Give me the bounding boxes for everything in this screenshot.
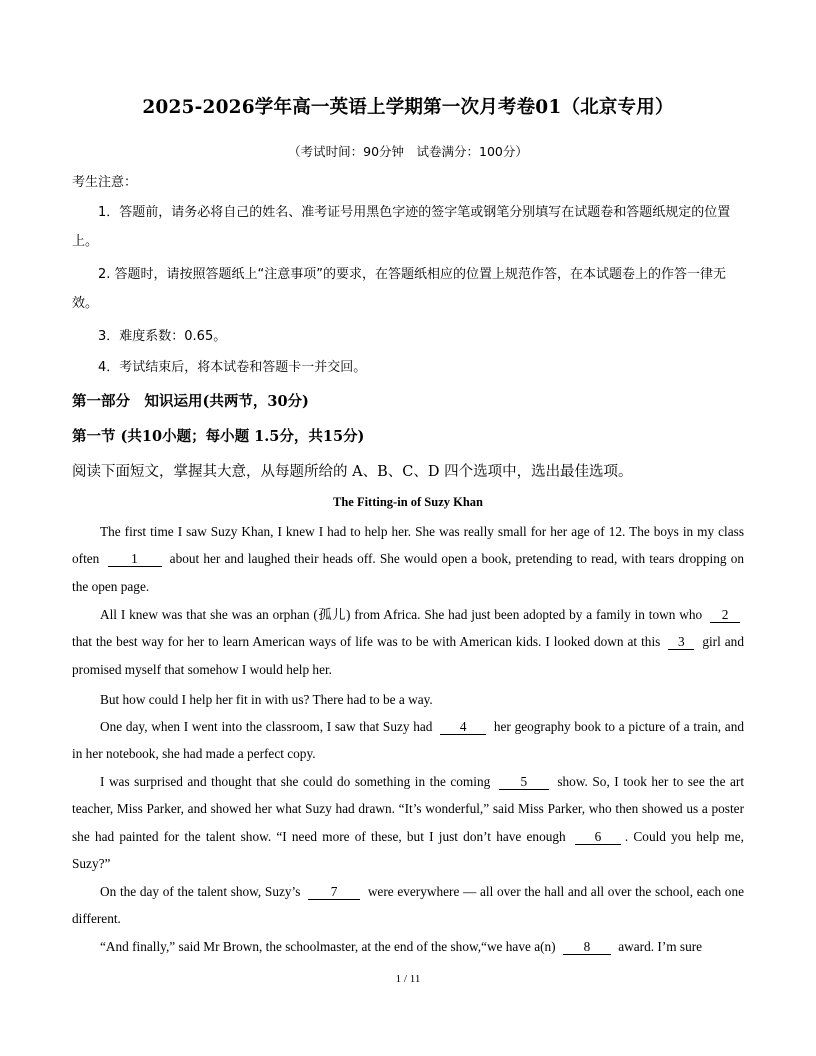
blank-1: 1 bbox=[108, 552, 162, 567]
page-number: 1 / 11 bbox=[395, 973, 421, 985]
note-item-2: 2. 答题时，请按照答题纸上“注意事项”的要求，在答题纸相应的位置上规范作答，在本试题卷上的作答一律无效。 bbox=[72, 267, 727, 311]
section-heading: 第一节 (共10小题；每小题 1.5分，共15分) bbox=[72, 428, 365, 445]
paragraph-4: One day, when I went into the classroom, I saw that Suzy had 4 her geography book to a picture of a train, and in her notebook, she had made a perfect copy. bbox=[72, 719, 744, 762]
paragraph-1: The first time I saw Suzy Khan, I knew I had to help her. She was really small for her age of 12. The boys in my class often 1 about her and laughed their heads off. She would open a book, pretending to read, with tears dropping on the open page. bbox=[72, 524, 744, 594]
notes-heading: 考生注意： bbox=[72, 175, 138, 190]
paragraph-7: “And finally,” said Mr Brown, the schoolmaster, at the end of the show,“we have a(n) 8 award. I’m sure bbox=[100, 939, 703, 954]
passage-title: The Fitting-in of Suzy Khan bbox=[332, 495, 484, 509]
instruction: 阅读下面短文，掌握其大意，从每题所给的 A、B、C、D 四个选项中，选出最佳选项。 bbox=[72, 464, 633, 480]
note-item-1: 1．答题前，请务必将自己的姓名、准考证号用黑色字迹的签字笔或钢笔分别填写在试题卷和答题纸规定的位置上。 bbox=[72, 205, 731, 249]
exam-info: （考试时间：90分钟 试卷满分：100分） bbox=[288, 144, 528, 159]
blank-3: 3 bbox=[668, 635, 694, 650]
blank-4: 4 bbox=[440, 720, 486, 735]
paragraph-6: On the day of the talent show, Suzy’s 7 were everywhere — all over the hall and all over the school, each one different. bbox=[72, 884, 745, 927]
note-item-3: 3．难度系数：0.65。 bbox=[98, 329, 227, 344]
blank-7: 7 bbox=[308, 885, 360, 900]
paragraph-5: I was surprised and thought that she could do something in the coming 5 show. So, I took her to see the art teacher, Miss Parker, and showed her what Suzy had drawn. “It’s wonderful,” said Miss Parker, who then showed us a poster she had painted for the talent show. “I need more of these, but I just don’t have enough 6 . Could you help me, Suzy?” bbox=[72, 774, 745, 872]
blank-8: 8 bbox=[563, 940, 611, 955]
part-heading: 第一部分 知识运用(共两节，30分) bbox=[72, 393, 309, 410]
blank-5: 5 bbox=[499, 775, 549, 790]
paragraph-2: All I knew was that she was an orphan (孤儿) from Africa. She had just been adopted by a family in town who 2 that the best way for her to learn American ways of life was to be with American kids. I looked down at this 3 girl and promised myself that somehow I would help her. bbox=[72, 607, 744, 677]
blank-6: 6 bbox=[575, 830, 621, 845]
note-item-4: 4．考试结束后，将本试卷和答题卡一并交回。 bbox=[98, 360, 367, 375]
page-title: 2025-2026学年高一英语上学期第一次月考卷01（北京专用） bbox=[142, 97, 674, 118]
blank-2: 2 bbox=[710, 608, 740, 623]
paragraph-3: But how could I help her fit in with us? There had to be a way. bbox=[100, 692, 433, 707]
